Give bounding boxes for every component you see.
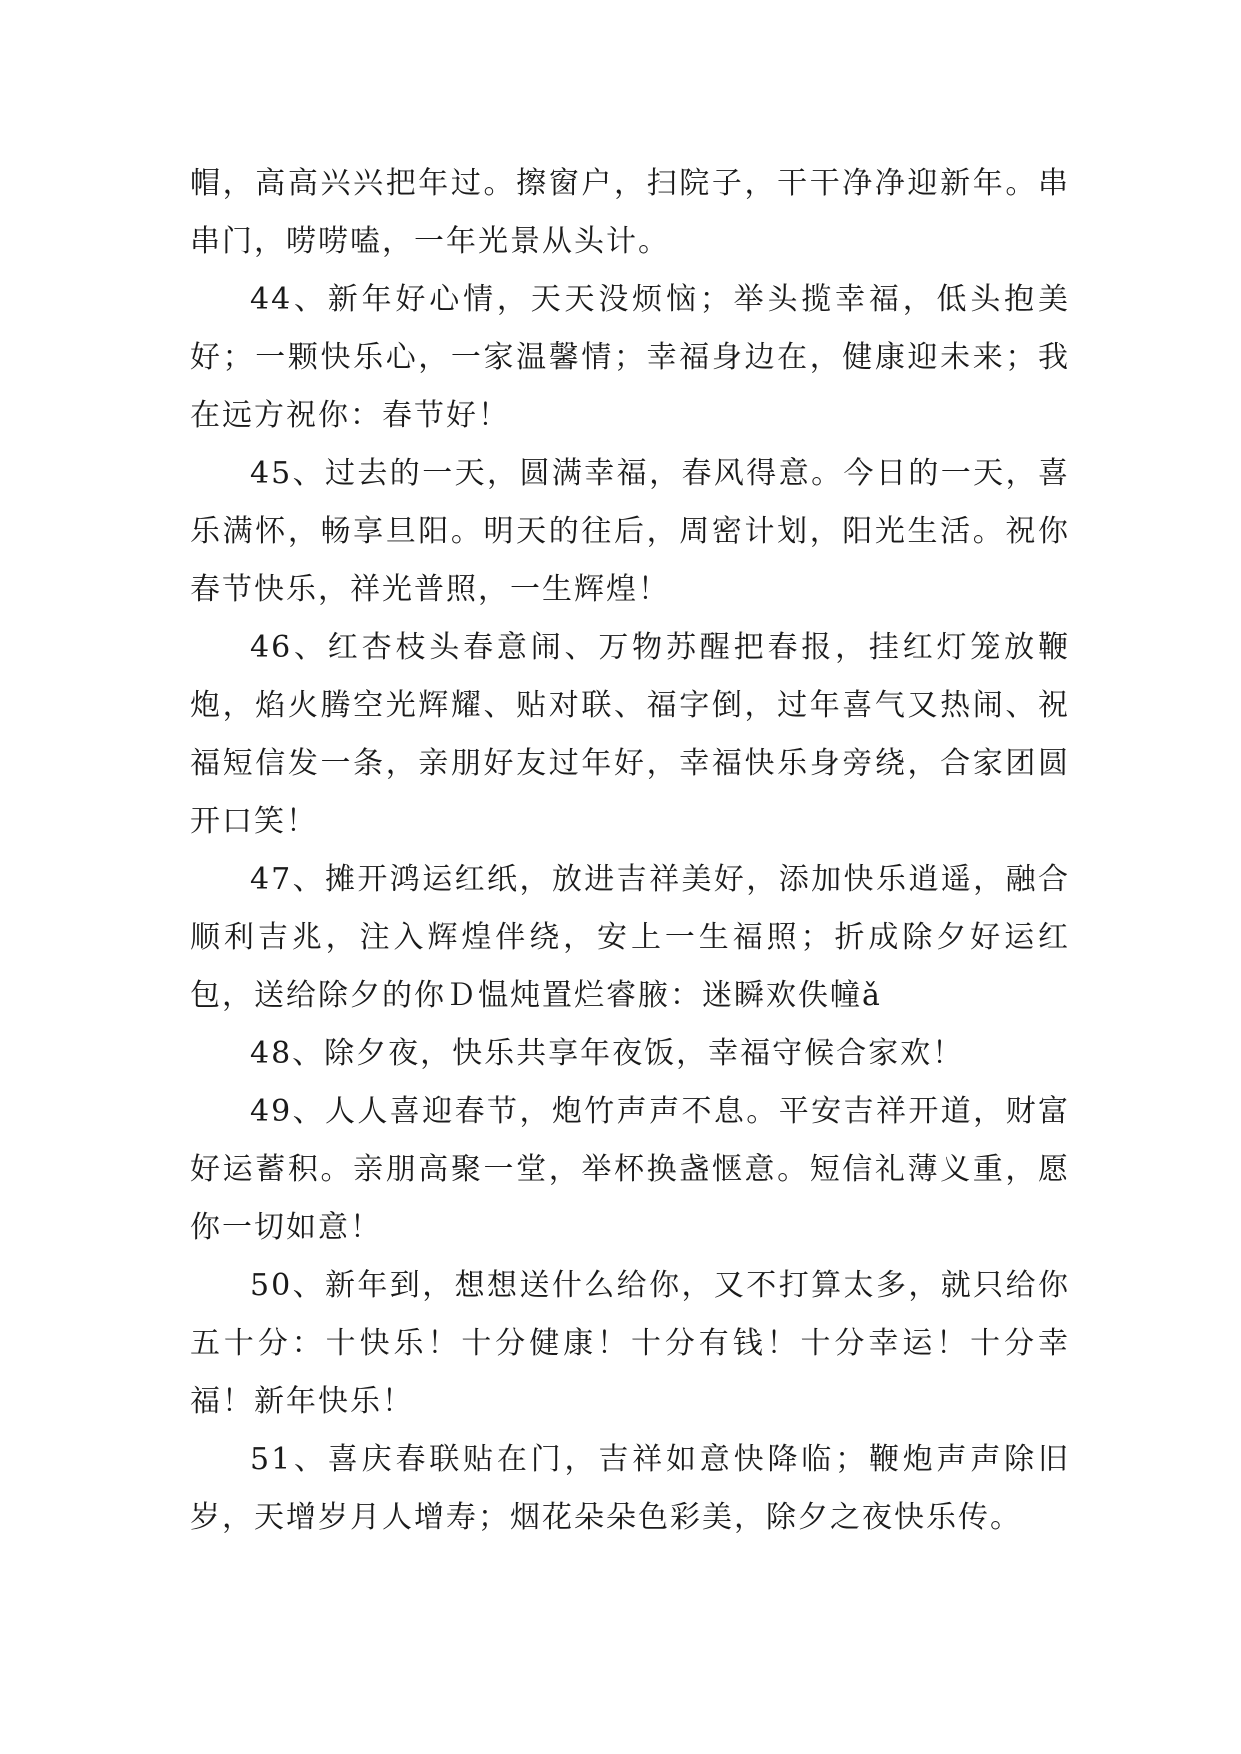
paragraph-48: 48、除夕夜，快乐共享年夜饭，幸福守候合家欢！ xyxy=(250,1036,965,1071)
paragraph-47: 47、摊开鸿运红纸，放进吉祥美好，添加快乐逍遥，融合顺利吉兆，注入辉煌伴绕，安上一生福照；折成除夕好运红包，送给除夕的你Ｄ愠炖置烂睿腋：迷瞬欢佚幢ǎ xyxy=(190,862,1070,1013)
paragraph-45: 45、过去的一天，圆满幸福，春风得意。今日的一天，喜乐满怀，畅享旦阳。明天的往后，周密计划，阳光生活。祝你春节快乐，祥光普照，一生辉煌！ xyxy=(190,456,1070,607)
paragraph-continued: 帽，高高兴兴把年过。擦窗户，扫院子，干干净净迎新年。串串门，唠唠嗑，一年光景从头计。 xyxy=(190,166,1070,259)
paragraph-51: 51、喜庆春联贴在门，吉祥如意快降临；鞭炮声声除旧岁，天增岁月人增寿；烟花朵朵色彩美，除夕之夜快乐传。 xyxy=(190,1442,1070,1535)
document-body xyxy=(190,155,1070,1547)
paragraph-46: 46、红杏枝头春意闹、万物苏醒把春报，挂红灯笼放鞭炮，焰火腾空光辉耀、贴对联、福字倒，过年喜气又热闹、祝福短信发一条，亲朋好友过年好，幸福快乐身旁绕，合家团圆开口笑！ xyxy=(190,630,1070,839)
paragraph-44: 44、新年好心情，天天没烦恼；举头揽幸福，低头抱美好；一颗快乐心，一家温馨情；幸福身边在，健康迎未来；我在远方祝你：春节好！ xyxy=(190,282,1070,433)
paragraph-49: 49、人人喜迎春节，炮竹声声不息。平安吉祥开道，财富好运蓄积。亲朋高聚一堂，举杯换盏惬意。短信礼薄义重，愿你一切如意！ xyxy=(190,1094,1070,1245)
paragraph-50: 50、新年到，想想送什么给你，又不打算太多，就只给你五十分：十快乐！十分健康！十分有钱！十分幸运！十分幸福！新年快乐！ xyxy=(190,1268,1070,1419)
